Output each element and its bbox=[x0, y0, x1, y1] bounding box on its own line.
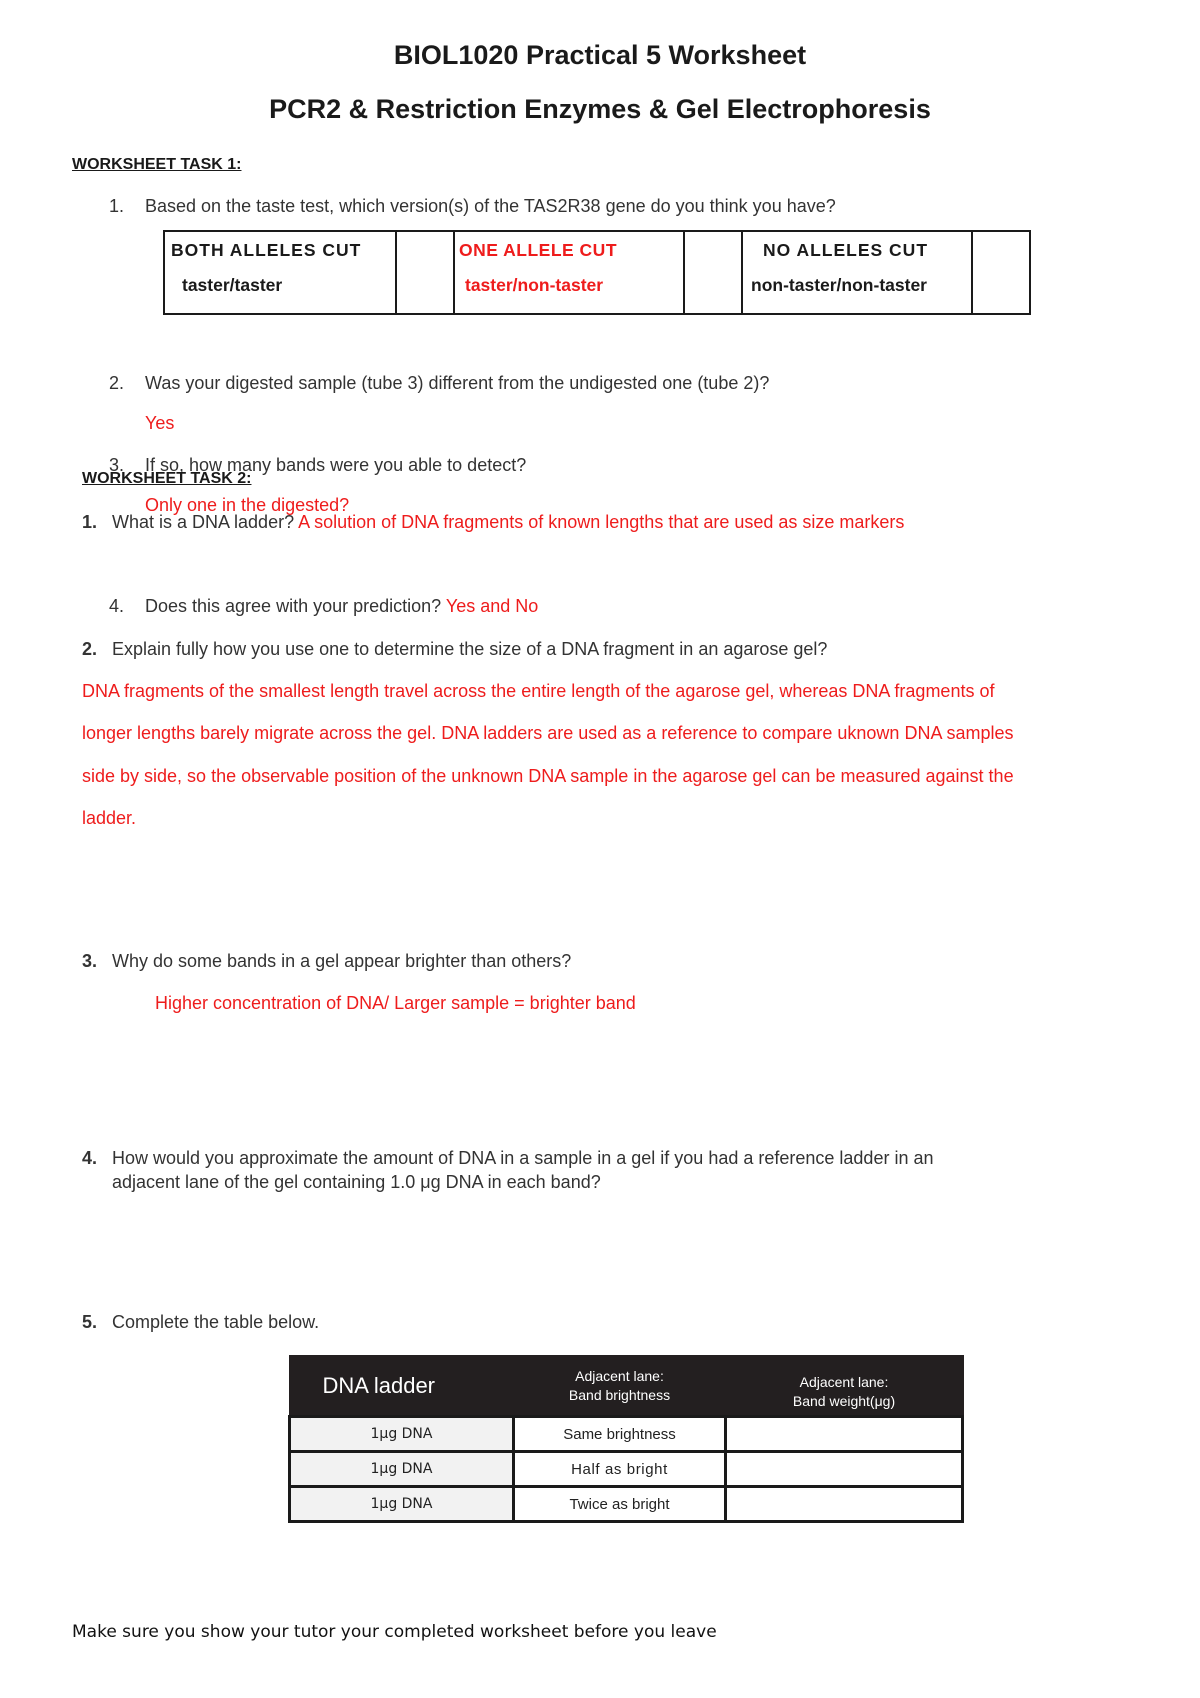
genotype-label: ONE ALLELE CUT bbox=[459, 240, 618, 260]
genotype-checkbox-one[interactable] bbox=[684, 231, 742, 314]
page-title: BIOL1020 Practical 5 Worksheet bbox=[393, 40, 807, 70]
task1-answer-3: Only one in the digested? bbox=[145, 495, 350, 515]
task2-heading: WORKSHEET TASK 2: bbox=[82, 470, 252, 487]
task1-question-2 bbox=[109, 373, 769, 394]
question-text: If so, how many bands were you able to detect? bbox=[145, 455, 527, 475]
genotype-cell-both bbox=[164, 231, 396, 314]
header-line: Band weight(μg) bbox=[792, 1393, 896, 1409]
task2-answer-1: A solution of DNA fragments of known lengths that are used as size markers bbox=[298, 512, 905, 532]
genotype-value: non-taster/non-taster bbox=[751, 275, 927, 295]
header-dna-ladder: DNA ladder bbox=[290, 1356, 514, 1417]
task1-heading: WORKSHEET TASK 1: bbox=[72, 156, 242, 173]
question-text: Was your digested sample (tube 3) different from the undigested one (tube 2)? bbox=[145, 373, 770, 393]
question-number: 1. bbox=[109, 196, 125, 216]
task2-answer-2-line-4: ladder. bbox=[82, 808, 137, 828]
task2-question-5 bbox=[82, 1312, 319, 1333]
header-line: Band brightness bbox=[568, 1387, 671, 1403]
genotype-cell-none bbox=[742, 231, 972, 314]
genotype-table bbox=[163, 230, 1031, 315]
table-header-row bbox=[290, 1356, 963, 1417]
question-number: 2. bbox=[109, 373, 125, 393]
question-text: How would you approximate the amount of DNA in a sample in a gel if you had a reference ladder in an bbox=[112, 1148, 934, 1168]
header-band-weight bbox=[726, 1356, 963, 1417]
genotype-checkbox-none[interactable] bbox=[972, 231, 1030, 314]
question-text: Does this agree with your prediction? bbox=[145, 596, 442, 616]
task2-question-3 bbox=[82, 951, 571, 972]
question-number: 5. bbox=[82, 1312, 98, 1332]
task1-answer-2: Yes bbox=[145, 413, 175, 433]
question-number: 3. bbox=[109, 455, 125, 475]
task2-question-1 bbox=[82, 512, 904, 533]
header-line: Adjacent lane: bbox=[799, 1374, 889, 1390]
question-number: 3. bbox=[82, 951, 98, 971]
task2-answer-2-line-2: longer lengths barely migrate across the gel. DNA ladders are used as a reference to compare uknown DNA samples bbox=[82, 723, 1014, 743]
page-subtitle: PCR2 & Restriction Enzymes & Gel Electrophoresis bbox=[269, 94, 931, 124]
question-text: Based on the taste test, which version(s) of the TAS2R38 gene do you think you have? bbox=[145, 196, 836, 216]
ladder-cell: 1μg DNA bbox=[290, 1452, 514, 1487]
task1-question-4 bbox=[109, 596, 538, 617]
task2-question-4 bbox=[82, 1148, 933, 1169]
question-text: What is a DNA ladder? bbox=[112, 512, 295, 532]
question-text: Complete the table below. bbox=[112, 1312, 320, 1332]
brightness-cell: Twice as bright bbox=[514, 1487, 726, 1522]
genotype-checkbox-both[interactable] bbox=[396, 231, 454, 314]
genotype-cell-one bbox=[454, 231, 684, 314]
header-band-brightness bbox=[514, 1356, 726, 1417]
dna-ladder-table bbox=[288, 1355, 964, 1523]
question-number: 2. bbox=[82, 639, 98, 659]
table-row bbox=[290, 1417, 963, 1452]
task2-question-4-line-2: adjacent lane of the gel containing 1.0 μg DNA in each band? bbox=[112, 1172, 601, 1192]
table-row bbox=[290, 1452, 963, 1487]
genotype-label: BOTH ALLELES CUT bbox=[171, 240, 362, 260]
ladder-cell: 1μg DNA bbox=[290, 1417, 514, 1452]
brightness-cell: Half as bright bbox=[514, 1452, 726, 1487]
task2-question-2 bbox=[82, 639, 827, 660]
ladder-cell: 1μg DNA bbox=[290, 1487, 514, 1522]
brightness-cell: Same brightness bbox=[514, 1417, 726, 1452]
weight-cell[interactable] bbox=[726, 1417, 963, 1452]
genotype-value: taster/non-taster bbox=[465, 275, 604, 295]
weight-cell[interactable] bbox=[726, 1487, 963, 1522]
task1-answer-4: Yes and No bbox=[445, 596, 539, 616]
question-number: 1. bbox=[82, 512, 98, 532]
question-text: Explain fully how you use one to determine the size of a DNA fragment in an agarose gel? bbox=[112, 639, 828, 659]
question-number: 4. bbox=[82, 1148, 98, 1168]
footer-note: Make sure you show your tutor your completed worksheet before you leave bbox=[72, 1622, 717, 1642]
task1-question-1 bbox=[109, 196, 836, 217]
task2-answer-2-line-3: side by side, so the observable position of the unknown DNA sample in the agarose gel can be measured against the bbox=[82, 766, 1014, 786]
question-text: Why do some bands in a gel appear brighter than others? bbox=[112, 951, 572, 971]
task2-answer-3: Higher concentration of DNA/ Larger sample = brighter band bbox=[155, 993, 636, 1013]
question-number: 4. bbox=[109, 596, 125, 616]
table-row bbox=[290, 1487, 963, 1522]
header-line: Adjacent lane: bbox=[575, 1368, 664, 1384]
genotype-value: taster/taster bbox=[182, 275, 283, 295]
task2-answer-2-line-1: DNA fragments of the smallest length travel across the entire length of the agarose gel, whereas DNA fragments of bbox=[82, 681, 995, 701]
weight-cell[interactable] bbox=[726, 1452, 963, 1487]
genotype-label: NO ALLELES CUT bbox=[763, 240, 929, 260]
